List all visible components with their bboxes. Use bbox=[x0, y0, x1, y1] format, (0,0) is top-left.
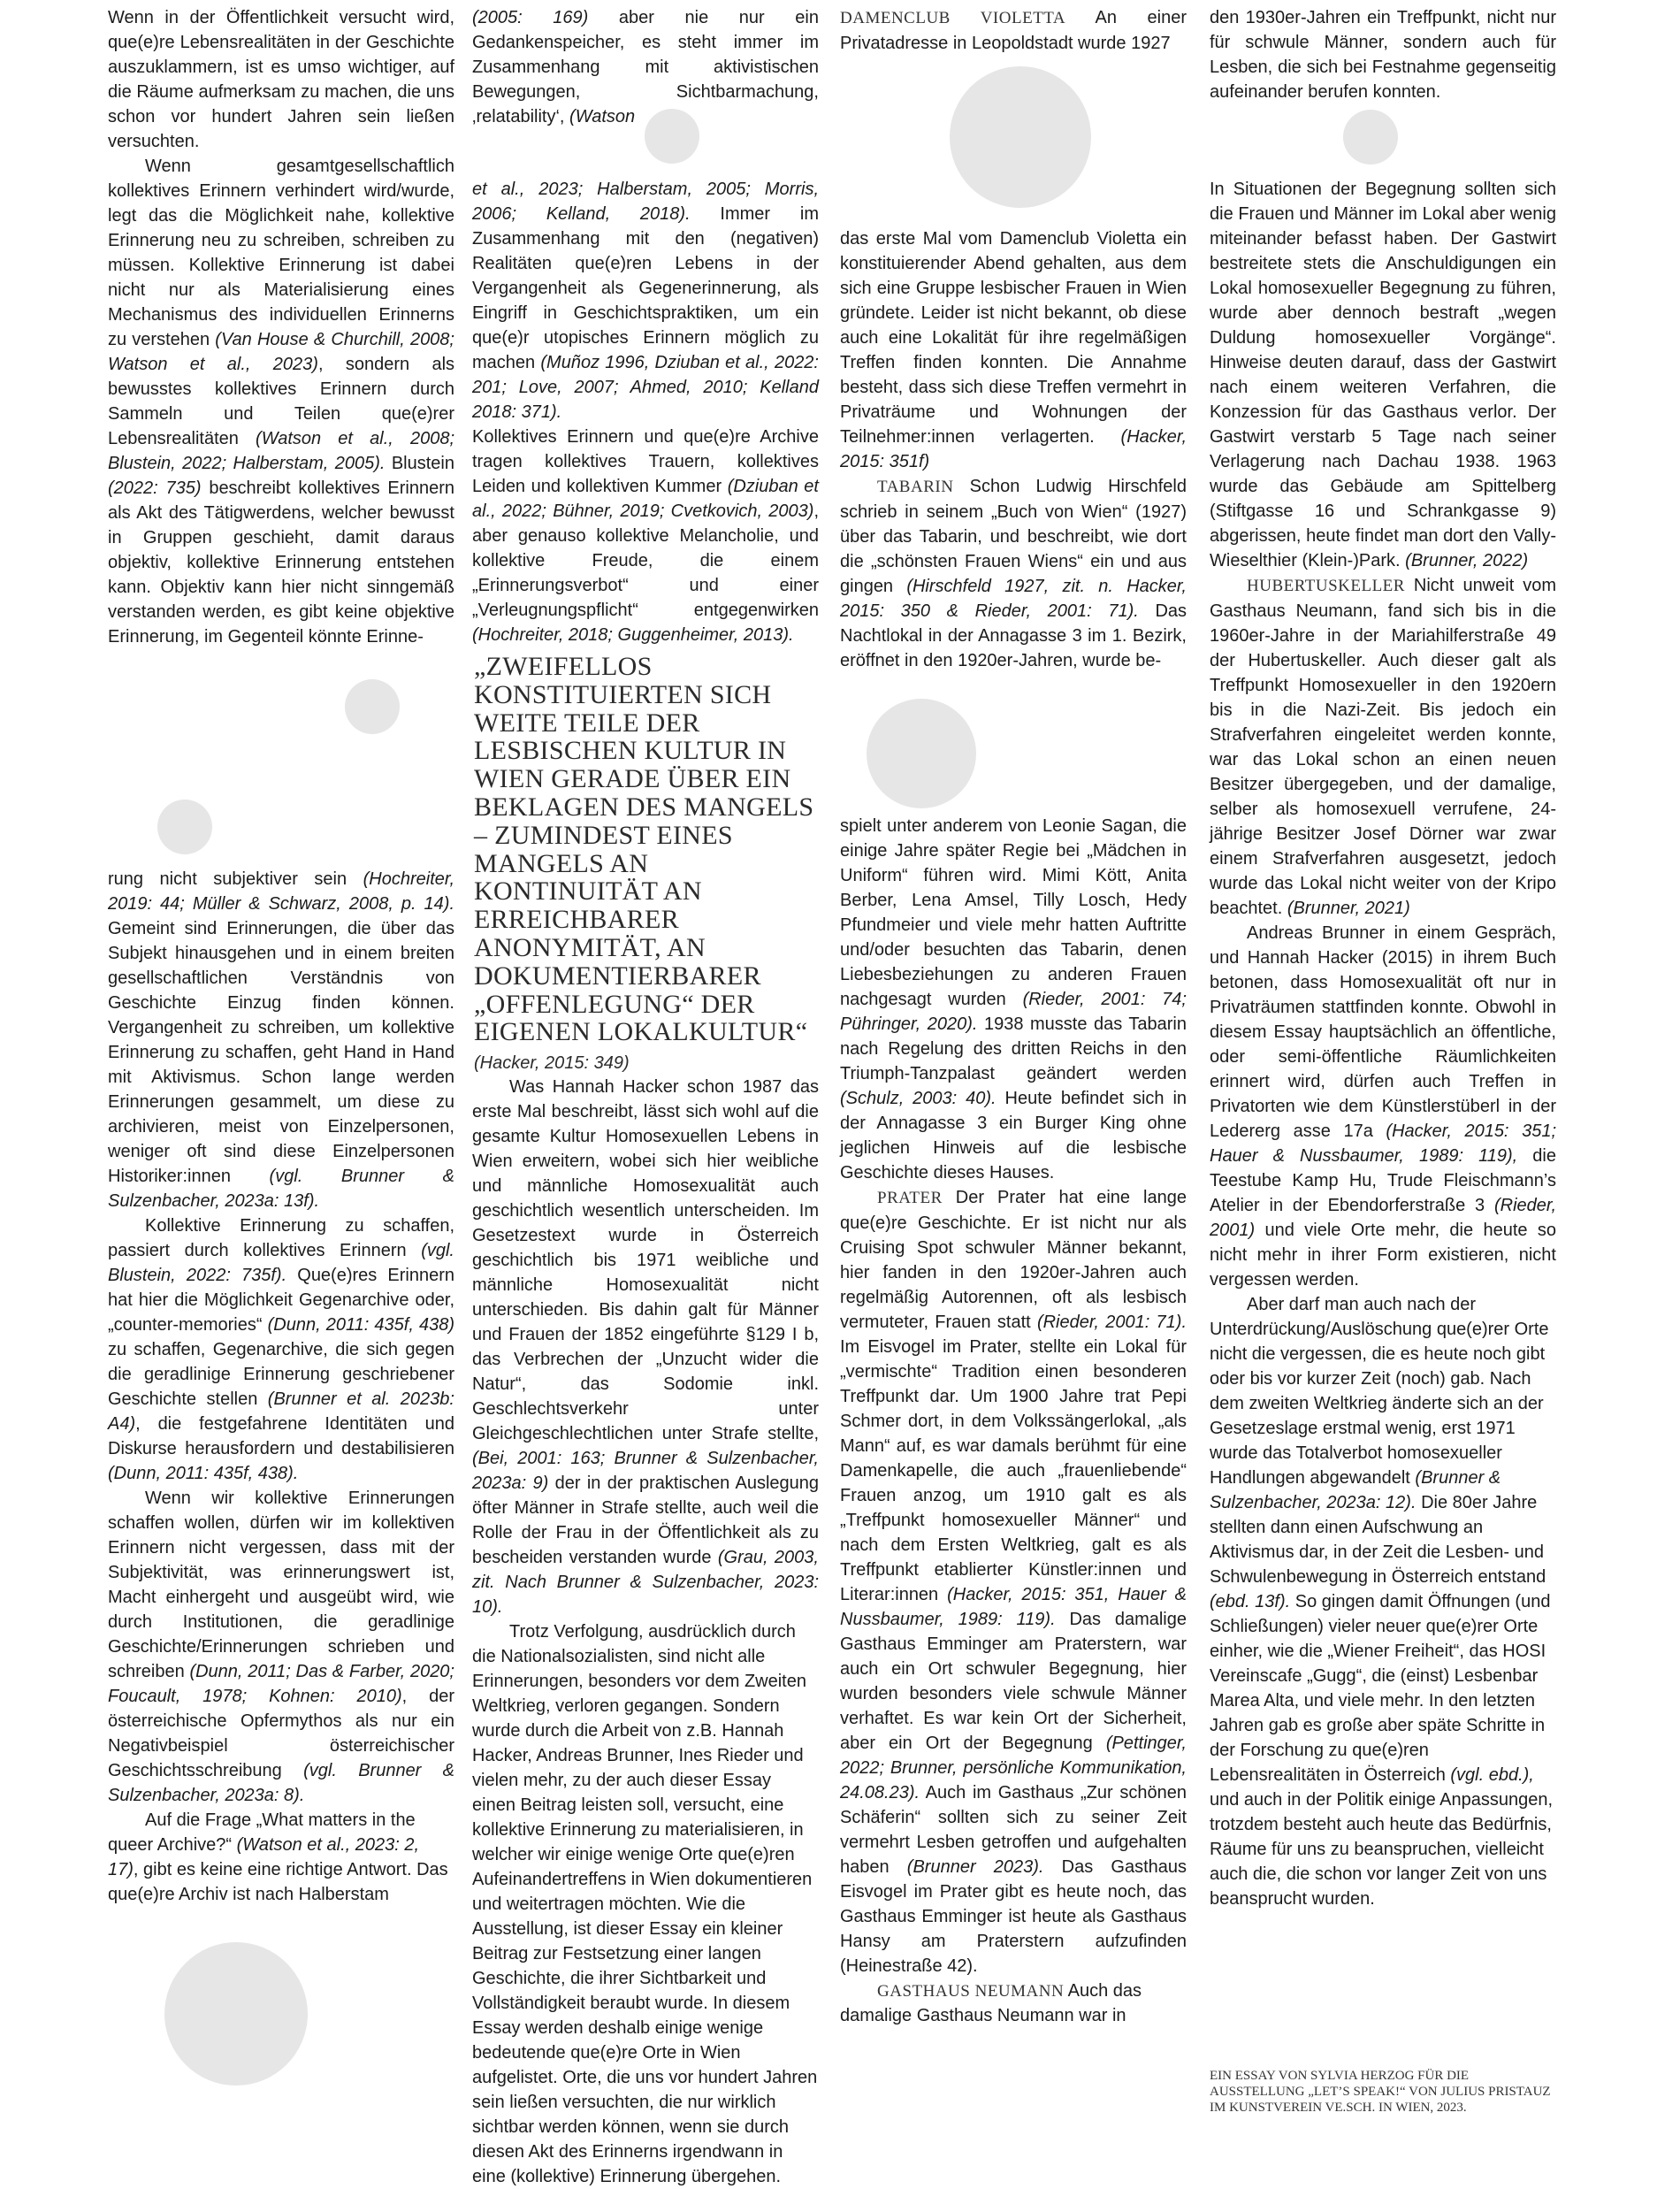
paragraph: et al., 2023; Halberstam, 2005; Morris, 2006; Kelland, 2018). Immer im Zusammenhang mit den (negativen) Realitäten que(e)ren Lebens in der Vergangenheit als Gegenerinnerung, als Eingriff in Geschichtspraktiken, um ein que(e)r utopisches Erinnern möglich zu machen (Muñoz 1996, Dziuban et al., 2022: 201; Love, 2007; Ahmed, 2010; Kelland 2018: 371). bbox=[472, 180, 819, 422]
paragraph: HUBERTUSKELLER Nicht unweit vom Gasthaus Neumann, fand sich bis in die 1960er-Jahre in der Mariahilferstraße 49 der Hubertuskeller. Auch dieser galt als Treffpunkt Homosexueller in den 1920ern bis in die Nazi-Zeit. Bis jedoch ein Strafverfahren eingeleitet werden konnte, war das Lokal schon an einen neuen Besitzer übergegeben, und der damalige, selber als homosexuell verrufene, 24-jährige Besitzer Josef Dörner war zwar einem Strafverfahren ausgesetzt, jedoch wurde das Lokal nicht weiter von der Kripo beachtet. (Brunner, 2021) bbox=[1210, 576, 1556, 918]
section-heading-damenclub-violetta: DAMENCLUB VIOLETTA bbox=[840, 9, 1066, 27]
citation: (Dunn, 2011: 435f, 438). bbox=[108, 1464, 299, 1483]
citation: (Van House & Churchill, 2008; Watson et al., 2023) bbox=[108, 330, 454, 374]
citation: (vgl. ebd.), bbox=[1450, 1764, 1534, 1785]
citation: (Muñoz 1996, Dziuban et al., 2022: 201; Love, 2007; Ahmed, 2010; Kelland 2018: 371). bbox=[472, 353, 819, 422]
paragraph: rung nicht subjektiver sein (Hochreiter, 2019: 44; Müller & Schwarz, 2008, p. 14). Gemeint sind Erinnerungen, die über das Subjekt hinausgehen und in einem breiten gesellschaftlichen Verständnis von Geschichte Einzug finden können. Vergangenheit zu schreiben, um kollektive Erinnerung zu schaffen, geht Hand in Hand mit Aktivismus. Schon lange werden Erinnerungen gesammelt, um diese zu archivieren, meist von Einzelpersonen, weniger oft sind diese Einzelpersonen Historiker:innen (vgl. Brunner & Sulzenbacher, 2023a: 13f). bbox=[108, 869, 454, 1211]
citation: (Watson et al., 2008; Blustein, 2022; Halberstam, 2005). bbox=[108, 429, 454, 473]
citation: (Dunn, 2011: 435f, 438) bbox=[267, 1315, 454, 1335]
citation: (vgl. Brunner & Sulzenbacher, 2023a: 13f). bbox=[108, 1167, 454, 1211]
citation: (Hacker, 2015: 351; Hauer & Nussbaumer, 1989: 119), bbox=[1210, 1121, 1556, 1166]
citation: (Schulz, 2003: 40). bbox=[840, 1089, 997, 1108]
citation: (Rieder, 2001: 71). bbox=[1036, 1312, 1187, 1332]
paragraph: GASTHAUS NEUMANN Auch das damalige Gasthaus Neumann war in bbox=[840, 1980, 1142, 2026]
paragraph: PRATER Der Prater hat eine lange que(e)re Geschichte. Er ist nicht nur als Cruising Spot schwuler Männer bekannt, hier fanden in den 1920er-Jahren auch regelmäßig Autorennen, oft als lesbisch vermuteter, Frauen statt (Rieder, 2001: 71). Im Eisvogel im Prater, stellte ein Lokal für „vermischte“ Tradition einen besonderen Treffpunkt dar. Um 1900 Jahre trat Pepi Schmer dort, in dem Volkssängerlokal, „als Mann“ auf, es war damals berühmt für eine Damenkapelle, die auch „frauenliebende“ Frauen anzog, um 1910 galt es als „Treffpunkt homosexueller Männer“ und nach dem Ersten Weltkrieg, galt es als Treffpunkt etablierter Künstler:innen und Literar:innen (Hacker, 2015: 351, Hauer & Nussbaumer, 1989: 119). Das damalige Gasthaus Emminger am Praterstern, war auch ein Ort schwuler Begegnung, hier wurden besonders viele schwule Männer verhaftet. Es war kein Ort der Sicherheit, aber ein Ort der Begegnung (Pettinger, 2022; Brunner, persönliche Kommunikation, 24.08.23). Auch im Gasthaus „Zur schönen Schäferin“ sollten sich zu seiner Zeit vermehrt Lesben getroffen und aufgehalten haben (Brunner 2023). Das Gasthaus Eisvogel im Prater gibt es heute noch, das Gasthaus Emminger ist heute als Gasthaus Hansy am Praterstern aufzufinden (Heinestraße 42). bbox=[840, 1188, 1187, 1976]
paragraph: Kollektive Erinnerung zu schaffen, passiert durch kollektives Erinnern (vgl. Blustein, 2022: 735f). Que(e)res Erinnern hat hier die Möglichkeit Gegenarchive oder, „counter-memories“ (Dunn, 2011: 435f, 438) zu schaffen, Gegenarchive, die sich gegen die geradlinige Erinnerung geschriebener Geschichte stellen (Brunner et al. 2023b: A4), die festgefahrene Identitäten und Diskurse herausfordern und destabilisieren (Dunn, 2011: 435f, 438). bbox=[108, 1216, 454, 1483]
citation: (Hochreiter, 2019: 44; Müller & Schwarz, 2008, p. 14). bbox=[108, 869, 454, 914]
citation: (Hacker, 2015: 351f) bbox=[840, 427, 1187, 471]
column-4-bottom bbox=[1210, 177, 1556, 1911]
citation: (vgl. Blustein, 2022: 735f). bbox=[108, 1241, 454, 1285]
paragraph: Auf die Frage „What matters in the queer Archive?“ (Watson et al., 2023: 2, 17), gibt es keine eine richtige Antwort. Das que(e)re Archiv ist nach Halberstam bbox=[108, 1810, 448, 1904]
paragraph: spielt unter anderem von Leonie Sagan, die einige Jahre später Regie bei „Mädchen in Uniform“ führen wird. Mimi Kött, Anita Berber, Lena Amsel, Tilly Losch, Hedy Pfundmeier und viele mehr hatten Auftritte und/oder besuchten das Tabarin, denen Liebesbeziehungen zu anderen Frauen nachgesagt wurden (Rieder, 2001: 74; Pühringer, 2020). 1938 musste das Tabarin nach Regelung des dritten Reichs in den Triumph-Tanzpalast geändert werden (Schulz, 2003: 40). Heute befindet sich in der Annagasse 3 ein Burger King ohne jeglichen Hinweis auf die lesbische Geschichte dieses Hauses. bbox=[840, 816, 1187, 1183]
essay-credit: EIN ESSAY VON SYLVIA HERZOG FÜR DIE AUSSTELLUNG „LET’S SPEAK!“ VON JULIUS PRISTAUZ IM KUNSTVEREIN VE.SCH. IN WIEN, 2023. bbox=[1210, 2069, 1551, 2115]
section-heading-prater: PRATER bbox=[877, 1189, 943, 1207]
paragraph: Wenn in der Öffentlichkeit versucht wird, que(e)re Lebensrealitäten in der Geschichte auszuklammern, ist es umso wichtiger, auf die Räume aufmerksam zu machen, die uns schon vor hundert Jahren sein ließen versuchten. bbox=[108, 8, 454, 151]
citation: (Hacker, 2015: 351, Hauer & Nussbaumer, 1989: 119). bbox=[840, 1584, 1187, 1629]
paragraph: das erste Mal vom Damenclub Violetta ein konstituierender Abend gehalten, aus dem sich eine Gruppe lesbischer Frauen in Wien gründete. Leider ist nicht bekannt, ob diese auch eine Lokalität für ihre regelmäßigen Treffen finden konnten. Die Annahme besteht, dass sich diese Treffen vermehrt in Privaträume und Wohnungen der Teilnehmer:innen verlagerten. (Hacker, 2015: 351f) bbox=[840, 229, 1187, 471]
decor-circle bbox=[1343, 110, 1398, 165]
paragraph: In Situationen der Begegnung sollten sich die Frauen und Männer im Lokal aber wenig miteinander befasst haben. Der Gastwirt bestreitete stets die Anschuldigungen ein Lokal homosexueller Begegnung zu führen, wurde aber dennoch bestraft „wegen Duldung homosexueller Vorgänge“. Hinweise deuten darauf, dass der Gastwirt nach einem weiteren Verfahren, die Konzession für das Gasthaus verlor. Der Gastwirt verstarb 5 Tage nach seiner Verlagerung nach Dachau 1938. 1963 wurde das Gebäude am Spittelberg (Stiftgasse 16 und Schrankgasse 9) abgerissen, heute findet man dort den Vally-Wieselthier (Klein-)Park. (Brunner, 2022) bbox=[1210, 180, 1556, 570]
citation: (Hochreiter, 2018; Guggenheimer, 2013). bbox=[472, 625, 794, 645]
column-1-top bbox=[108, 5, 454, 649]
citation: (Brunner, 2021) bbox=[1287, 898, 1410, 918]
pull-quote: „ZWEIFELLOS KONSTITUIERTEN SICH WEITE TEILE DER LESBISCHEN KULTUR IN WIEN GERADE ÜBER EIN BEKLAGEN DES MANGELS – ZUMINDEST EINES MANGELS AN KONTINUITÄT AN ERREICHBARER ANONYMITÄT, AN DOKUMENTIERBARER „OFFENLEGUNG“ DER EIGENEN LOKALKULTUR“ (Hacker, 2015: 349) bbox=[474, 652, 814, 1074]
decor-circle bbox=[157, 800, 212, 854]
section-heading-hubertuskeller: HUBERTUSKELLER bbox=[1247, 577, 1405, 595]
paragraph: (2005: 169) aber nie nur ein Gedankenspeicher, es steht immer im Zusammenhang mit aktivistischen Bewegungen, Sichtbarmachung, ‚relatability‘, (Watson bbox=[472, 8, 819, 126]
pull-quote-source: (Hacker, 2015: 349) bbox=[474, 1053, 630, 1074]
citation: et al., 2023; Halberstam, 2005; Morris, 2006; Kelland, 2018). bbox=[472, 180, 819, 224]
citation: (Rieder, 2001: 74; Pühringer, 2020). bbox=[840, 990, 1187, 1034]
paragraph: Andreas Brunner in einem Gespräch, und Hannah Hacker (2015) in ihrem Buch betonen, dass Homosexualität oft nur in Privaträumen stattfinden konnte. Obwohl in diesem Essay hauptsächlich an öffentliche, oder semi-öffentliche Räumlichkeiten erinnert wird, dürfen auch Treffen in Privatorten wie dem Künstlerstüberl in der Ledererg asse 17a (Hacker, 2015: 351; Hauer & Nussbaumer, 1989: 119), die Teestube Kamp Hu, Trude Fleischmann’s Atelier in der Ebendorferstraße 3 (Rieder, 2001) und viele Orte mehr, die heute so nicht mehr in ihrer Form existieren, nicht vergessen werden. bbox=[1210, 922, 1556, 1290]
citation: (Watson et al., 2023: 2, 17) bbox=[108, 1835, 420, 1879]
citation: (Dunn, 2011; Das & Farber, 2020; Foucault, 1978; Kohnen: 2010) bbox=[108, 1662, 454, 1706]
citation: (2022: 735) bbox=[108, 478, 202, 498]
paragraph: Aber darf man auch nach der Unterdrückung/Auslöschung que(e)rer Orte nicht die vergessen, die es heute noch gibt oder bis vor kurzer Zeit (noch) gab. Nach dem zweiten Weltkrieg änderte sich an der Gesetzeslage erstmal wenig, erst 1971 wurde das Totalverbot homosexueller Handlungen abgewandelt (Brunner & Sulzenbacher, 2023a: 12). Die 80er Jahre stellten dann einen Aufschwung an Aktivismus dar, in der Zeit die Lesben- und Schwulenbewegung in Österreich entstand (ebd. 13f). So gingen damit Öffnungen (und Schließungen) vieler neuer que(e)rer Orte einher, wie die „Wiener Freiheit“, das HOSI Vereinscafe „Gugg“, die (einst) Lesbenbar Marea Alta, und viele mehr. In den letzten Jahren gab es große aber späte Schritte in der Forschung zu que(e)ren Lebensrealitäten in Österreich (vgl. ebd.), und auch in der Politik einige Anpassungen, trotzdem besteht auch heute das Bedürfnis, Räume für uns zu beanspruchen, vielleicht auch die, die schon vor langer Zeit von uns beansprucht wurden. bbox=[1210, 1294, 1554, 1909]
paragraph: Wenn wir kollektive Erinnerungen schaffen wollen, dürfen wir im kollektiven Erinnern nicht vergessen, dass mit der Subjektivität, was erinnerungswert ist, Macht einhergeht und ausgeübt wird, wie durch Institutionen, die geradlinige Geschichte/Erinnerungen schrieben und schreiben (Dunn, 2011; Das & Farber, 2020; Foucault, 1978; Kohnen: 2010), der österreichische Opfermythos als nur ein Negativbeispiel österreichischer Geschichtsschreibung (vgl. Brunner & Sulzenbacher, 2023a: 8). bbox=[108, 1489, 455, 1805]
citation: (Rieder, 2001) bbox=[1210, 1195, 1556, 1240]
paragraph: TABARIN Schon Ludwig Hirschfeld schrieb in seinem „Buch von Wien“ (1927) über das Tabarin, und beschreibt, wie dort die „schönsten Frauen Wiens“ ein und aus gingen (Hirschfeld 1927, zit. n. Hacker, 2015: 350 & Rieder, 2001: 71). Das Nachtlokal in der Annagasse 3 im 1. Bezirk, eröffnet in den 1920er-Jahren, wurde be- bbox=[840, 477, 1187, 670]
paragraph: Wenn gesamtgesellschaftlich kollektives Erinnern verhindert wird/wurde, legt das die Möglichkeit nahe, kollektive Erinnerung neu zu schreiben, schreiben zu müssen. Kollektive Erinnerung ist dabei nicht nur als Materialisierung eines Mechanismus des individuellen Erinnerns zu verstehen (Van House & Churchill, 2008; Watson et al., 2023), sondern als bewusstes kollektives Erinnern durch Sammeln und Teilen que(e)rer Lebensrealitäten (Watson et al., 2008; Blustein, 2022; Halberstam, 2005). Blustein (2022: 735) beschreibt kollektives Erinnern als Akt des Tätigwerdens, welcher bewusst in Gruppen geschieht, damit daraus objektiv, kollektive Erinnerung entstehen kann. Objektiv kann hier nicht sinngemäß verstanden werden, es gibt keine objektive Erinnerung, im Gegenteil könnte Erinne- bbox=[108, 157, 455, 647]
column-1-bottom bbox=[108, 867, 454, 1907]
column-2-top bbox=[472, 5, 819, 129]
column-3-top bbox=[840, 5, 1187, 56]
citation: (Brunner, 2022) bbox=[1405, 551, 1529, 570]
decor-circle bbox=[164, 1942, 308, 2086]
column-4-top bbox=[1210, 5, 1556, 104]
column-3-middle bbox=[840, 226, 1187, 673]
column-3-bottom bbox=[840, 814, 1187, 2028]
citation: (Watson bbox=[569, 107, 636, 126]
decor-circle bbox=[345, 679, 400, 734]
decor-circle bbox=[950, 66, 1091, 208]
citation: (Brunner & Sulzenbacher, 2023a: 12). bbox=[1210, 1467, 1501, 1512]
paragraph: Trotz Verfolgung, ausdrücklich durch die Nationalsozialisten, sind nicht alle Erinnerungen, besonders vor dem Zweiten Weltkrieg, verloren gegangen. Sondern wurde durch die Arbeit von z.B. Hannah Hacker, Andreas Brunner, Ines Rieder und vielen mehr, zu der auch dieser Essay einen Beitrag leisten soll, versucht, eine kollektive Erinnerung zu materialisieren, in welcher wir einige wenige Orte que(e)ren Aufeinandertreffens in Wien dokumentieren und weitertragen möchten. Wie die Ausstellung, ist dieser Essay ein kleiner Beitrag zur Festsetzung einer langen Geschichte, die ihrer Sichtbarkeit und Vollständigkeit beraubt wurde. In diesem Essay werden deshalb einige wenige bedeutende que(e)re Orte in Wien aufgelistet. Orte, die uns vor hundert Jahren sein ließen versuchten, die nur wirklich sichtbar werden können, wenn sie durch diesen Akt des Erinnerns irgendwann in eine (kollektive) Erinnerung übergehen. bbox=[472, 1621, 818, 2186]
column-2-middle bbox=[472, 177, 819, 2189]
citation: (Grau, 2003, zit. Nach Brunner & Sulzenbacher, 2023: 10). bbox=[472, 1547, 819, 1617]
citation: (Bei, 2001: 163; Brunner & Sulzenbacher, 2023a: 9) bbox=[472, 1448, 819, 1493]
citation: (ebd. 13f). bbox=[1210, 1591, 1291, 1611]
decor-circle bbox=[867, 699, 976, 808]
citation: (Pettinger, 2022; Brunner, persönliche Kommunikation, 24.08.23). bbox=[840, 1733, 1187, 1802]
section-heading-tabarin: TABARIN bbox=[877, 478, 954, 496]
citation: (vgl. Brunner & Sulzenbacher, 2023a: 8). bbox=[108, 1761, 455, 1805]
citation: (Hirschfeld 1927, zit. n. Hacker, 2015: 350 & Rieder, 2001: 71). bbox=[840, 576, 1187, 621]
citation: (Dziuban et al., 2022; Bühner, 2019; Cvetkovich, 2003) bbox=[472, 477, 819, 521]
paragraph: Kollektives Erinnern und que(e)re Archive tragen kollektives Trauern, kollektives Leiden und kollektiven Kummer (Dziuban et al., 2022; Bühner, 2019; Cvetkovich, 2003), aber genauso kollektive Melancholie, und kollektive Freude, die einem „Erinnerungsverbot“ und einer „Verleugnungspflicht“ entgegenwirken (Hochreiter, 2018; Guggenheimer, 2013). bbox=[472, 427, 819, 645]
citation: (Brunner et al. 2023b: A4) bbox=[108, 1389, 454, 1434]
paragraph: DAMENCLUB VIOLETTA An einer Privatadresse in Leopoldstadt wurde 1927 bbox=[840, 8, 1187, 53]
paragraph: Was Hannah Hacker schon 1987 das erste Mal beschreibt, lässt sich wohl auf die gesamte Kultur Homosexuellen Lebens in Wien erweitern, wobei sich hier weibliche und männliche Homosexualität auch geschichtlich wesentlich unterscheiden. Im Gesetzestext wurde in Österreich geschichtlich bis 1971 weibliche und männliche Homosexualität nicht unterschieden. Bis dahin galt für Männer und Frauen der 1852 eingeführte §129 I b, das Verbrechen der „Unzucht wider die Natur“, das Sodomie inkl. Geschlechtsverkehr unter Gleichgeschlechtlichen unter Strafe stellte, (Bei, 2001: 163; Brunner & Sulzenbacher, 2023a: 9) der in der praktischen Auslegung öfter Männer in Strafe stellte, auch weil die Rolle der Frau in der Öffentlichkeit als zu bescheiden verstanden wurde (Grau, 2003, zit. Nach Brunner & Sulzenbacher, 2023: 10). bbox=[472, 1076, 820, 1617]
paragraph: den 1930er-Jahren ein Treffpunkt, nicht nur für schwule Männer, sondern auch für Lesben, die sich bei Festnahme gegenseitig aufeinander berufen konnten. bbox=[1210, 8, 1556, 102]
citation: (Brunner 2023). bbox=[906, 1856, 1044, 1877]
section-heading-gasthaus-neumann: GASTHAUS NEUMANN bbox=[877, 1981, 1065, 2001]
citation: (2005: 169) bbox=[472, 8, 589, 27]
